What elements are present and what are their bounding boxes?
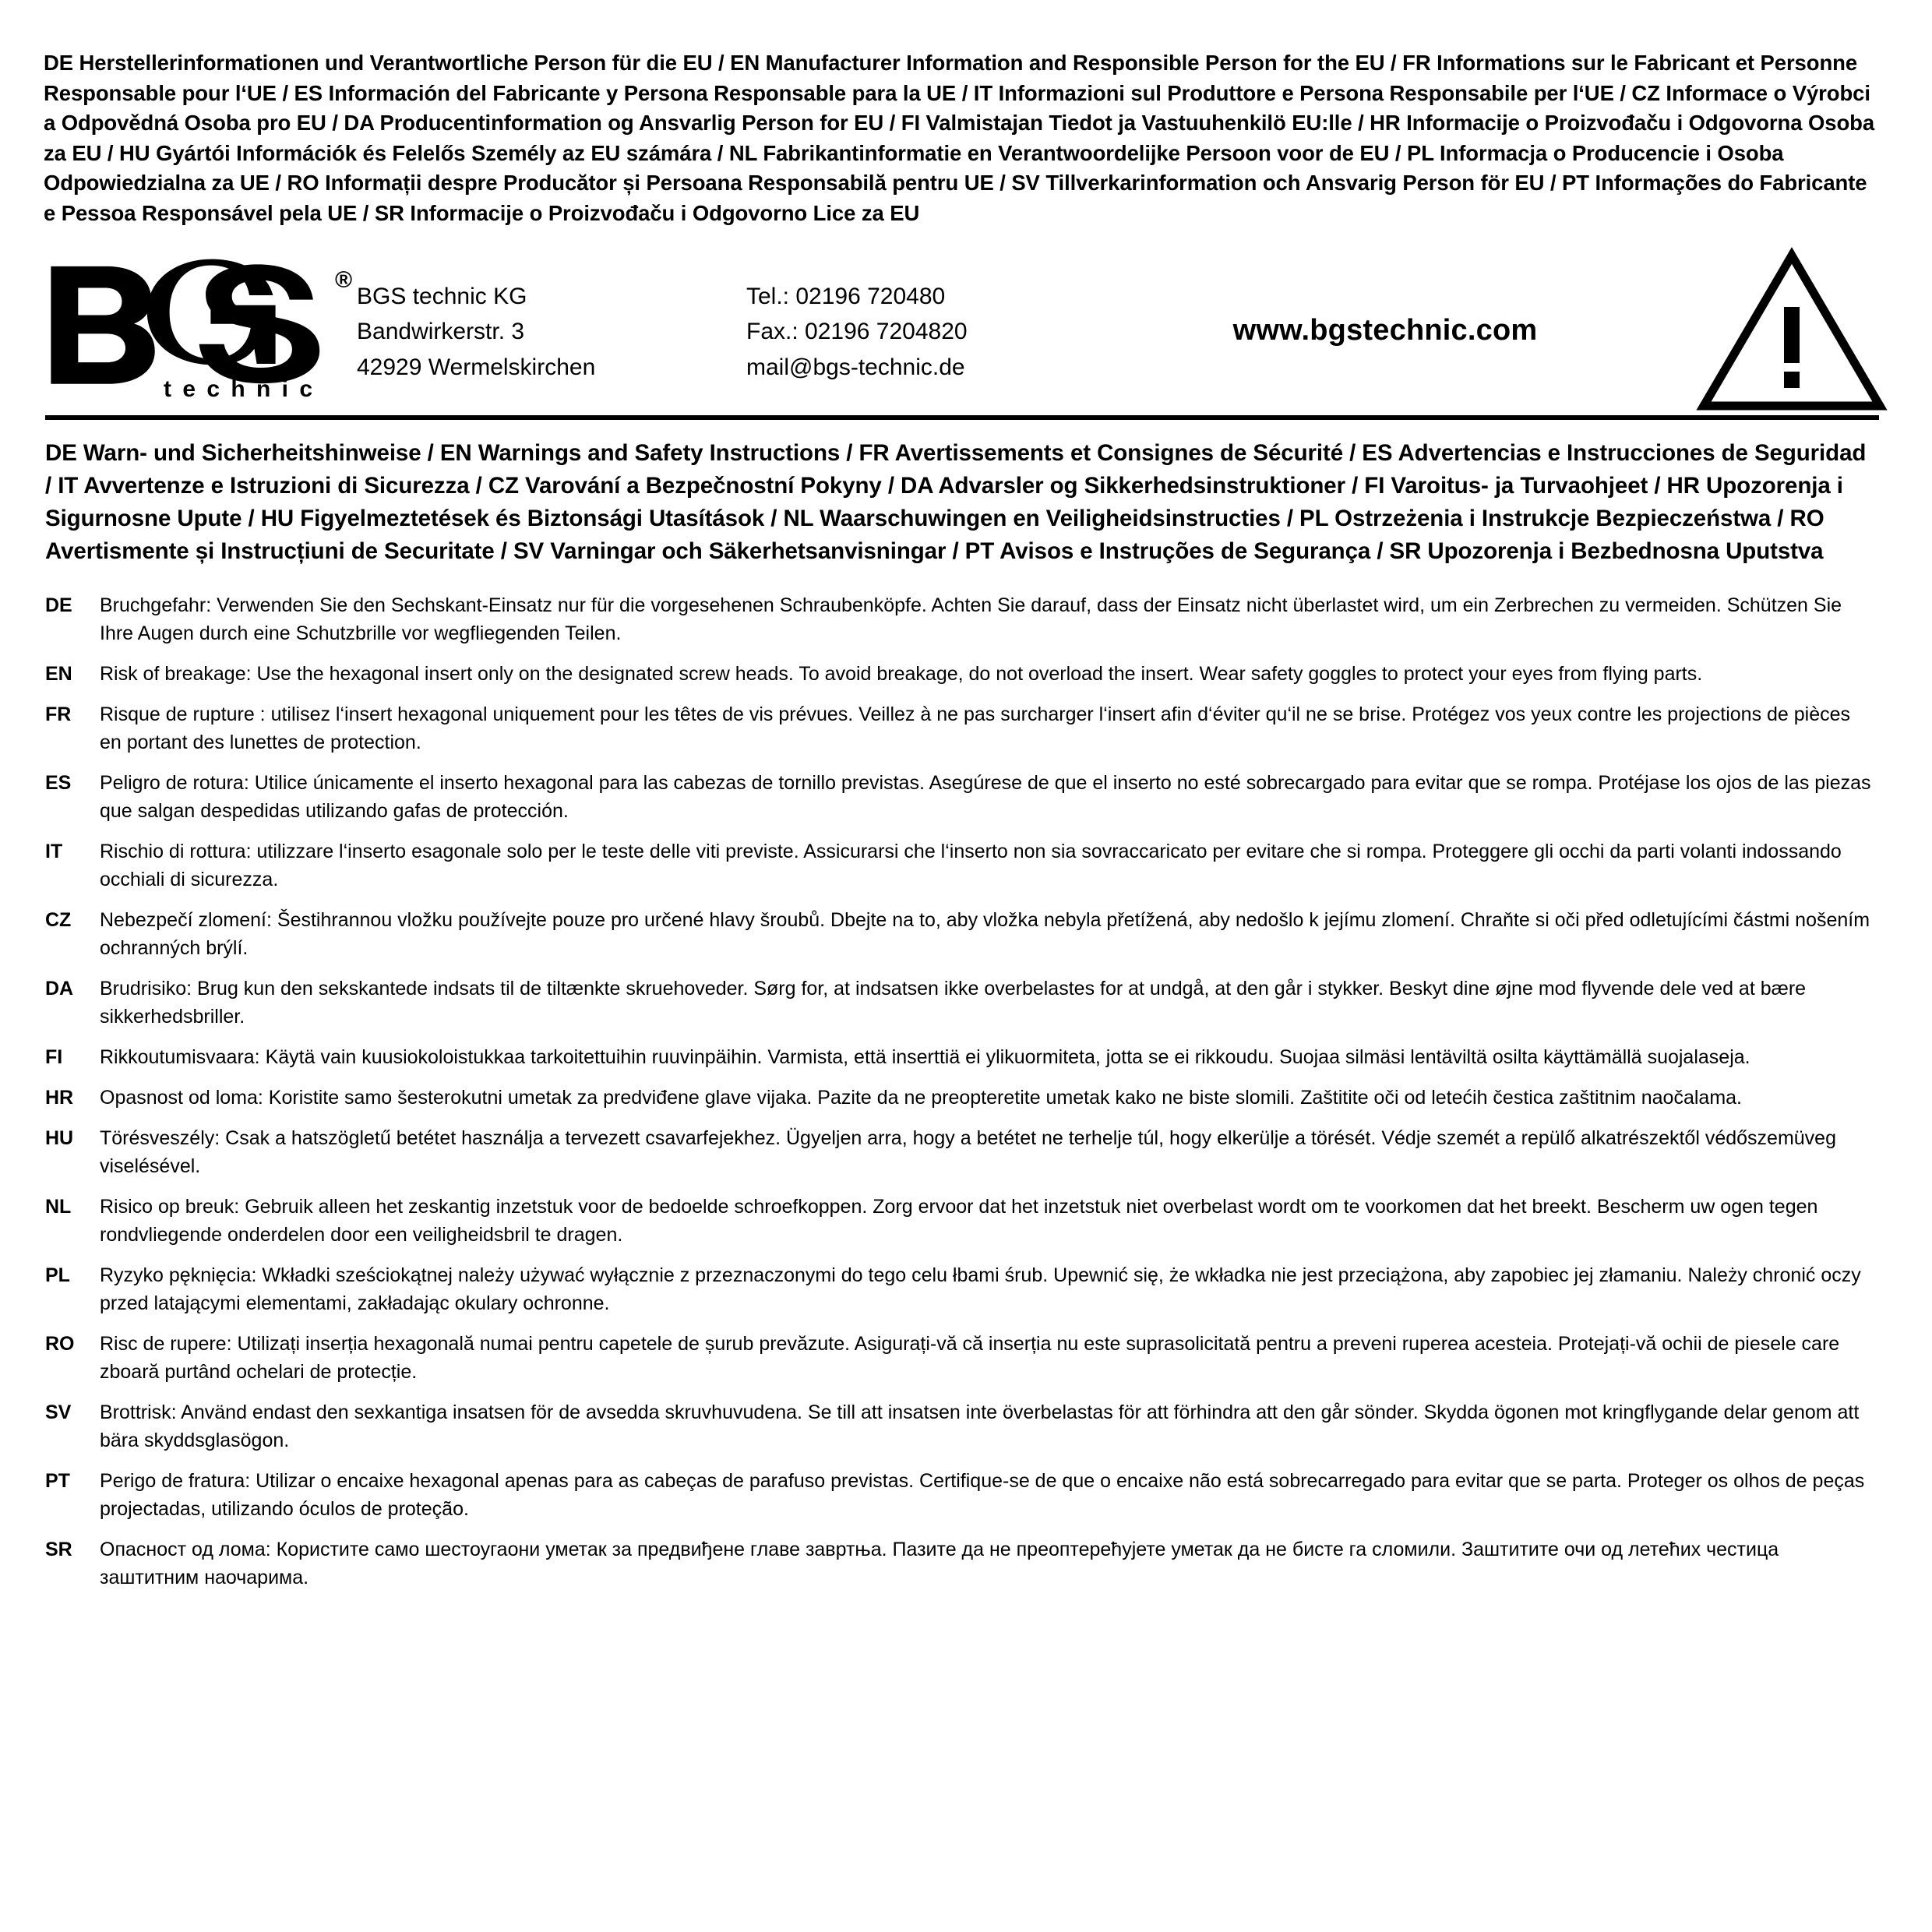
language-code: ES [45, 771, 72, 794]
language-text: Ryzyko pęknięcia: Wkładki sześciokątnej należy używać wyłącznie z przeznaczonymi do tego celu łbami śrub. Upewnić się, że wkładka nie jest przeciążona, aby zapobiec jej złamaniu. Należy chronić oczy przed latającymi elementami, zakładając okulary ochronne. [100, 1264, 1861, 1314]
warnings-heading: DE Warn- und Sicherheitshinweise / EN Warnings and Safety Instructions / FR Avertissements et Consignes de Sécurité / ES Advertencias e Instrucciones de Seguridad / IT Avvertenze e Istruzioni di Sicurezza / CZ Varování a Bezpečnostní Pokyny / DA Advarsler og Sikkerhedsinstruktioner / FI Varoitus- ja Turvaohjeet / HR Upozorenja i Sigurnosne Upute / HU Figyelmeztetések és Biztonsági Utasítások / NL Waarschuwingen en Veiligheidsinstructies / PL Ostrzeżenia i Instrukcje Bezpieczeństwa / RO Avertismente și Instrucțiuni de Securitate / SV Varningar och Säkerhetsanvisningar / PT Avisos e Instruções de Segurança / SR Upozorenja i Bezbednosna Uputstva [45, 440, 1867, 564]
language-text: Perigo de fratura: Utilizar o encaixe hexagonal apenas para as cabeças de parafuso previstas. Certifique-se de que o encaixe não está sobrecarregado para evitar que se parta. Proteger os olhos de peças projectadas, utilizando óculos de proteção. [100, 1469, 1865, 1520]
list-item [45, 837, 1876, 894]
list-item [45, 1398, 1876, 1454]
language-code: SV [45, 1401, 72, 1423]
language-code: PT [45, 1469, 70, 1492]
list-item [45, 1084, 1876, 1112]
company-address [357, 276, 746, 386]
company-city: 42929 Wermelskirchen [357, 354, 596, 380]
list-item [45, 1124, 1876, 1180]
header-divider [45, 415, 1879, 420]
language-text: Brottrisk: Använd endast den sexkantiga insatsen för de avsedda skruvhuvudena. Se till att insatsen inte överbelastas för att förhindra att den går sönder. Skydda ögonen mot kringflygande delar genom att bära skyddsglasögon. [100, 1401, 1860, 1451]
company-tel: Tel.: 02196 720480 [746, 283, 946, 309]
company-contact-block [41, 249, 1884, 412]
language-code: FI [45, 1045, 63, 1068]
language-code: IT [45, 840, 63, 862]
manufacturer-info-heading: DE Herstellerinformationen und Verantwortliche Person für die EU / EN Manufacturer Information and Responsible Person for the EU / FR Informations sur le Fabricant et Personne Responsable pour l‘UE / ES Información del Fabricante y Persona Responsable para la UE / IT Informazioni sul Produttore e Persona Responsabile per l‘UE / CZ Informace o Výrobci a Odpovědná Osoba pro EU / DA Producentinformation og Ansvarlig Person for EU / FI Valmistajan Tiedot ja Vastuuhenkilö EU:lle / HR Informacije o Proizvođaču i Odgovorna Osoba za EU / HU Gyártói Információk és Felelős Személy az EU számára / NL Fabrikantinformatie en Verantwoordelijke Persoon voor de EU / PL Informacja o Producencie i Osoba Odpowiedzialna za UE / RO Informații despre Producător și Persoana Responsabilă pentru UE / SV Tillverkarinformation och Ansvarig Person för EU / PT Informações do Fabricante e Pessoa Responsável pela UE / SR Informacije o Proizvođaču i Odgovorno Lice za EU [44, 51, 1875, 225]
language-code: HR [45, 1086, 74, 1109]
language-code: DA [45, 977, 74, 999]
list-item [45, 975, 1876, 1031]
language-text: Rischio di rottura: utilizzare l‘inserto esagonale solo per le teste delle viti previste. Assicurarsi che l‘inserto non sia sovraccaricato per evitare che si rompa. Proteggere gli occhi da parti volanti indossando occhiali di sicurezza. [100, 840, 1842, 890]
svg-text:®: ® [335, 266, 353, 293]
language-text: Risk of breakage: Use the hexagonal insert only on the designated screw heads. To avoid breakage, do not overload the insert. Wear safety goggles to protect your eyes from flying parts. [100, 662, 1703, 685]
language-code: NL [45, 1195, 72, 1218]
language-text: Törésveszély: Csak a hatszögletű betétet használja a tervezett csavarfejekhez. Ügyeljen arra, hogy a betétet ne terhelje túl, hogy elkerülje a törését. Védje szemét a repülő alkatrészektől védőszemüveg viselésével. [100, 1126, 1836, 1177]
list-item [45, 660, 1876, 688]
company-fax: Fax.: 02196 7204820 [746, 319, 968, 345]
company-contact [746, 276, 1112, 386]
svg-text:t e c h n i c: t e c h n i c [164, 375, 316, 402]
list-item [45, 769, 1876, 825]
language-text: Rikkoutumisvaara: Käytä vain kuusiokoloistukkaa tarkoitettuihin ruuvinpäihin. Varmista, että inserttiä ei ylikuormiteta, jotta se ei rikkoudu. Suojaa silmäsi lentäviltä osilta käyttämällä suojalaseja. [100, 1045, 1750, 1068]
list-item [45, 700, 1876, 756]
company-email[interactable]: mail@bgs-technic.de [746, 354, 965, 380]
list-item [45, 1261, 1876, 1317]
language-code: CZ [45, 908, 72, 931]
language-code: SR [45, 1538, 72, 1560]
company-street: Bandwirkerstr. 3 [357, 319, 525, 345]
language-text: Brudrisiko: Brug kun den sekskantede indsats til de tiltænkte skruehoveder. Sørg for, at indsatsen ikke overbelastes for at undgå, at den går i stykker. Beskyt dine øjne mod flyvende dele ved at bære sikkerhedsbriller. [100, 977, 1807, 1028]
language-instructions-list [41, 591, 1884, 1592]
language-code: EN [45, 662, 72, 685]
list-item [45, 1043, 1876, 1071]
language-text: Risc de rupere: Utilizați inserția hexagonală numai pentru capetele de șurub prevăzute. Asigurați-vă că inserția nu este suprasolicitată pentru a preveni ruperea acesteia. Protejați-vă ochii de piesele care zboară purtând ochelari de protecție. [100, 1332, 1840, 1383]
list-item [45, 1330, 1876, 1386]
bgs-logo [45, 263, 357, 402]
list-item [45, 1467, 1876, 1523]
company-name: BGS technic KG [357, 283, 527, 309]
list-item [45, 1535, 1876, 1592]
language-code: DE [45, 594, 72, 616]
language-text: Risque de rupture : utilisez l‘insert hexagonal uniquement pour les têtes de vis prévues. Veillez à ne pas surcharger l‘insert afin d‘éviter qu‘il ne se brise. Protégez vos yeux contre les projections de pièces en portant des lunettes de protection. [100, 703, 1851, 753]
list-item [45, 906, 1876, 962]
list-item [45, 1193, 1876, 1249]
language-code: HU [45, 1126, 74, 1149]
language-code: PL [45, 1264, 70, 1286]
language-text: Opasnost od loma: Koristite samo šesterokutni umetak za predviđene glave vijaka. Pazite da ne preopteretite umetak kako ne biste slomili. Zaštitite oči od letećih čestica zaštitnim naočalama. [100, 1086, 1742, 1109]
language-text: Опасност од лома: Користите само шестоугаони уметак за предвиђене главе завртња. Пазите да не преоптерећујете уметак да не бисте га сломили. Заштитите очи од летећих честица заштитним наочарима. [100, 1538, 1779, 1588]
language-code: FR [45, 703, 72, 725]
language-text: Peligro de rotura: Utilice únicamente el inserto hexagonal para las cabezas de tornillo previstas. Asegúrese de que el inserto no esté sobrecargado para evitar que se rompa. Protéjase los ojos de las piezas que salgan despedidas utilizando gafas de protección. [100, 771, 1871, 822]
language-text: Risico op breuk: Gebruik alleen het zeskantig inzetstuk voor de bedoelde schroefkoppen. Zorg ervoor dat het inzetstuk niet overbelast wordt om te voorkomen dat het breekt. Bescherm uw ogen tegen rondvliegende onderdelen door een veiligheidsbril te dragen. [100, 1195, 1818, 1246]
list-item [45, 591, 1876, 647]
language-text: Nebezpečí zlomení: Šestihrannou vložku používejte pouze pro určené hlavy šroubů. Dbejte na to, aby vložka nebyla přetížená, aby nedošlo k jejímu zlomení. Chraňte si oči před odletujícími částmi nošením ochranných brýlí. [100, 908, 1870, 959]
language-text: Bruchgefahr: Verwenden Sie den Sechskant-Einsatz nur für die vorgesehenen Schraubenköpfe. Achten Sie darauf, dass der Einsatz nicht überlastet wird, um ein Zerbrechen zu vermeiden. Schützen Sie Ihre Augen durch eine Schutzbrille vor wegfliegenden Teilen. [100, 594, 1842, 644]
warning-triangle-icon [1689, 251, 1884, 411]
company-website[interactable]: www.bgstechnic.com [1232, 313, 1538, 347]
language-code: RO [45, 1332, 75, 1355]
